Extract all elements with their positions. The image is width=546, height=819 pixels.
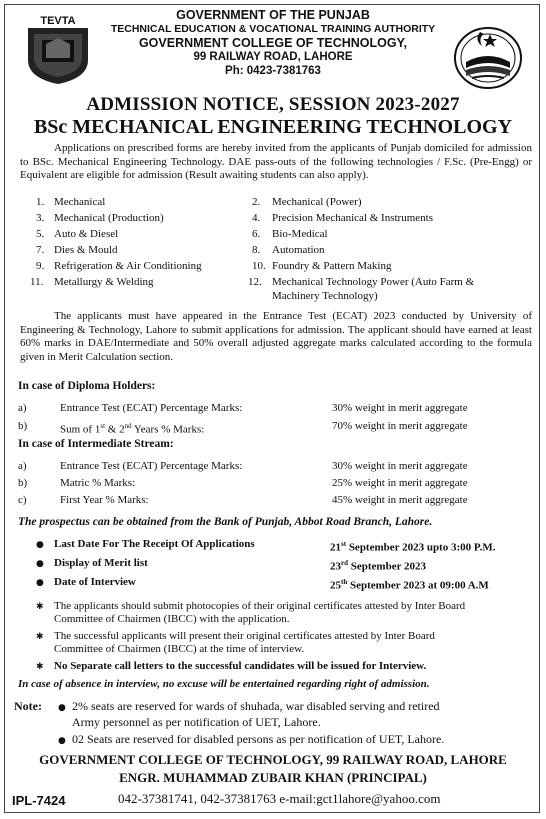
list-item: 2. Mechanical (Power)	[252, 196, 362, 208]
govt-heading: GOVERNMENT OF THE PUNJAB	[176, 8, 370, 22]
authority-heading: TECHNICAL EDUCATION & VOCATIONAL TRAINING AUTHORITY	[110, 23, 436, 35]
list-item: 4. Precision Mechanical & Instruments	[252, 212, 433, 224]
date-row: ● Date of Interview	[36, 576, 136, 588]
intermediate-row-label: c)	[18, 494, 27, 506]
absence-line: In case of absence in interview, no excuse will be entertained regarding right of admission.	[18, 678, 430, 690]
list-item: 7. Dies & Mould	[36, 244, 118, 256]
diploma-row-weight: 70% weight in merit aggregate	[332, 420, 468, 432]
notice-title: ADMISSION NOTICE, SESSION 2023-2027	[86, 94, 460, 115]
list-item: 8. Automation	[252, 244, 325, 256]
list-item: 12. Mechanical Technology Power (Auto Farm &	[248, 276, 475, 288]
intermediate-heading: In case of Intermediate Stream:	[18, 438, 174, 450]
star-note-continued: Committee of Chairmen (IBCC) at the time of interview.	[54, 643, 305, 655]
diploma-heading: In case of Diploma Holders:	[18, 380, 156, 392]
list-item: 5. Auto & Diesel	[36, 228, 119, 240]
note-item: ● 02 Seats are reserved for disabled persons as per notification of UET, Lahore.	[58, 732, 445, 746]
intermediate-row-desc: Entrance Test (ECAT) Percentage Marks:	[60, 460, 243, 472]
ipl-code: IPL-7424	[12, 793, 66, 808]
date-value: 23rd September 2023	[330, 559, 427, 573]
star-note-continued: Committee of Chairmen (IBCC) with the application.	[54, 613, 290, 625]
intro-paragraph: Applications on prescribed forms are hereby invited from the applicants of Punjab domiciled for admission to BSc. Mechanical Engineering Technology. DAE pass-outs of the following technologies / F.Sc. (Pre-Engg) or Equivalent are eligible for admission (Result awaiting students can also apply).	[20, 142, 532, 181]
star-note: ✱ No Separate call letters to the successful candidates will be issued for Interview.	[36, 660, 427, 672]
list-item: 10. Foundry & Pattern Making	[252, 260, 392, 272]
intermediate-row-label: a)	[18, 460, 27, 472]
date-row: ● Display of Merit list	[36, 557, 148, 569]
list-item: 11. Metallurgy & Welding	[30, 276, 154, 288]
star-note: ✱ The successful applicants will present their original certificates attested by Inter Board	[36, 630, 435, 642]
date-value: 21st September 2023 upto 3:00 P.M.	[330, 540, 496, 554]
intermediate-row-desc: First Year % Marks:	[60, 494, 149, 506]
tevta-logo-text: TEVTA	[40, 15, 76, 27]
list-item: 1. Mechanical	[36, 196, 106, 208]
date-value: 25th September 2023 at 09:00 A.M	[330, 578, 489, 592]
intermediate-row-weight: 30% weight in merit aggregate	[332, 460, 468, 472]
intermediate-row-weight: 45% weight in merit aggregate	[332, 494, 468, 506]
note-item-continued: Army personnel as per notification of UET, Lahore.	[72, 715, 321, 729]
college-heading: GOVERNMENT COLLEGE OF TECHNOLOGY,	[138, 36, 408, 50]
intermediate-row-label: b)	[18, 477, 28, 489]
list-item: 3. Mechanical (Production)	[36, 212, 164, 224]
intermediate-row-weight: 25% weight in merit aggregate	[332, 477, 468, 489]
prospectus-line: The prospectus can be obtained from the Bank of Punjab, Abbot Road Branch, Lahore.	[18, 516, 433, 528]
note-label: Note:	[14, 699, 42, 713]
program-title: BSc MECHANICAL ENGINEERING TECHNOLOGY	[33, 116, 513, 138]
list-item: 6. Bio-Medical	[252, 228, 328, 240]
footer-college: GOVERNMENT COLLEGE OF TECHNOLOGY, 99 RAILWAY ROAD, LAHORE	[39, 752, 507, 767]
diploma-row-desc: Entrance Test (ECAT) Percentage Marks:	[60, 402, 243, 414]
diploma-row-desc: Sum of 1st & 2nd Years % Marks:	[60, 422, 205, 436]
note-item: ● 2% seats are reserved for wards of shuhada, war disabled serving and retired	[58, 699, 440, 713]
star-note: ✱ The applicants should submit photocopies of their original certificates attested by Inter Board	[36, 600, 466, 612]
list-item-continued: Machinery Technology)	[272, 290, 378, 302]
footer-principal: ENGR. MUHAMMAD ZUBAIR KHAN (PRINCIPAL)	[119, 770, 427, 785]
phone-heading: Ph: 0423-7381763	[225, 65, 321, 77]
diploma-row-label: b)	[18, 420, 28, 432]
list-item: 9. Refrigeration & Air Conditioning	[36, 260, 202, 272]
intermediate-row-desc: Matric % Marks:	[60, 477, 136, 489]
diploma-row-weight: 30% weight in merit aggregate	[332, 402, 468, 414]
diploma-row-label: a)	[18, 402, 27, 414]
footer-contact: 042-37381741, 042-37381763 e-mail:gct1lahore@yahoo.com	[118, 791, 441, 806]
ecat-paragraph: The applicants must have appeared in the Entrance Test (ECAT) 2023 conducted by University of Engineering & Technology, Lahore to submit applications for admission. The applicant should have earned at least 60% marks in DAE/Intermediate and 50% overall adjusted aggregate marks calculated according to the formula given in Merit Calculation section.	[20, 310, 532, 363]
address-heading: 99 RAILWAY ROAD, LAHORE	[193, 51, 353, 63]
date-row: ● Last Date For The Receipt Of Applications	[36, 538, 255, 550]
